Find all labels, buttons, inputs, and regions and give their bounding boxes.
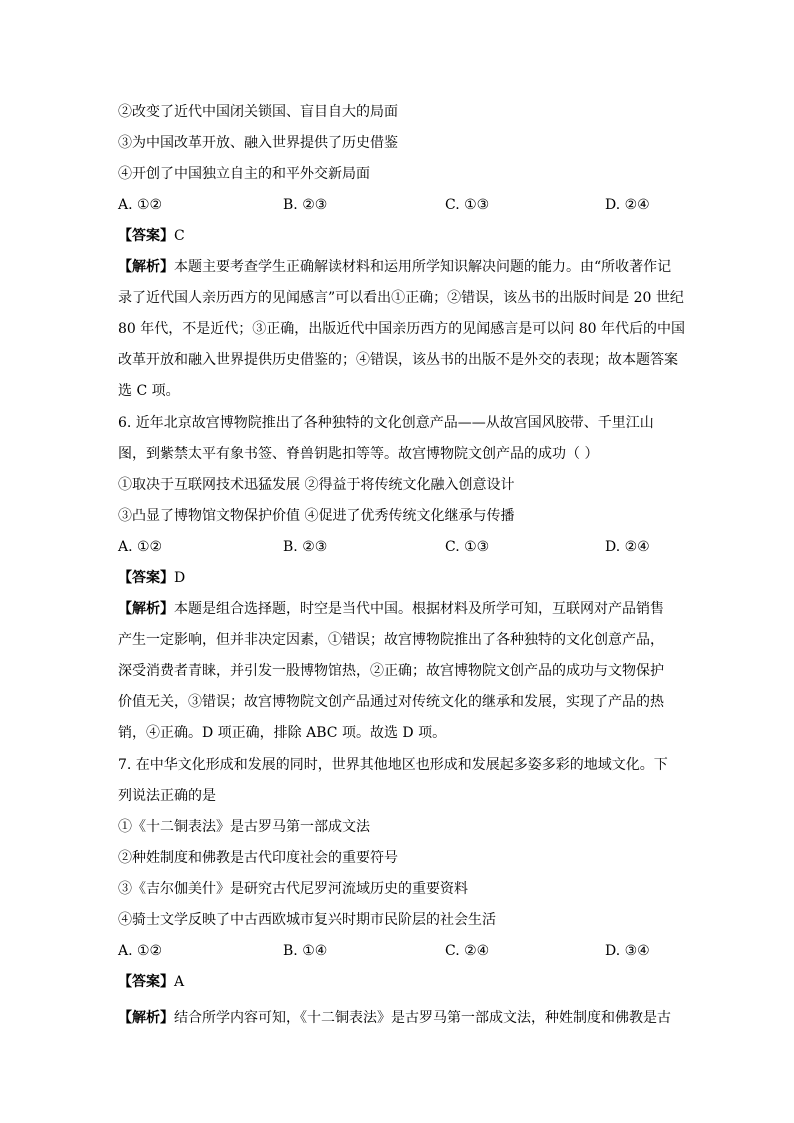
q6-option-d: D. ②④ — [605, 539, 650, 555]
q6-option-c: C. ①③ — [445, 539, 490, 555]
q6-items-line-2: ③凸显了博物馆文物保护价值 ④促进了优秀传统文化继承与传播 — [118, 508, 515, 524]
q6-analysis-line-2: 产生一定影响，但并非决定因素，①错误；故宫博物院推出了各种独特的文化创意产品， — [118, 632, 664, 648]
q5-answer — [118, 226, 678, 246]
q5-analysis-line-3: 80 年代，不是近代；③正确，出版近代中国亲历西方的见闻感言是可以问 80 年代后的中国 — [118, 321, 685, 337]
q5-options — [118, 195, 678, 215]
q7-analysis-line-1 — [118, 1008, 678, 1028]
q7-options — [118, 941, 678, 961]
q7-option-d: D. ③④ — [605, 943, 650, 959]
analysis-text: 结合所学内容可知，《十二铜表法》是古罗马第一部成文法，种姓制度和佛教是古 — [174, 1010, 671, 1026]
q6-analysis-line-5: 销，④正确。D 项正确，排除 ABC 项。故选 D 项。 — [118, 725, 447, 741]
q5-option-c: C. ①③ — [445, 197, 490, 213]
q5-analysis-line-2: 录了近代国人亲历西方的见闻感言”可以看出①正确；②错误，该丛书的出版时间是 20 世纪 — [118, 290, 684, 306]
q7-option-c: C. ②④ — [445, 943, 490, 959]
answer-value: D — [174, 570, 186, 586]
q5-item-3: ③为中国改革开放、融入世界提供了历史借鉴 — [118, 135, 398, 151]
q6-analysis-line-3: 深受消费者青睐，并引发一股博物馆热，②正确；故宫博物院文创产品的成功与文物保护 — [118, 663, 664, 679]
q6-analysis-line-4: 价值无关，③错误；故宫博物院文创产品通过对传统文化的继承和发展，实现了产品的热 — [118, 694, 664, 710]
answer-tag: 【答案】 — [118, 228, 174, 244]
q7-option-b: B. ①④ — [283, 943, 328, 959]
q5-item-4: ④开创了中国独立自主的和平外交新局面 — [118, 166, 370, 182]
q6-option-b: B. ②③ — [283, 539, 328, 555]
q6-stem-line-2: 图，到紫禁太平有象书签、脊兽钥匙扣等等。故宫博物院文创产品的成功（ ） — [118, 446, 599, 462]
q5-option-a: A. ①② — [118, 197, 163, 213]
answer-value: A — [174, 974, 185, 990]
q6-answer — [118, 568, 678, 588]
analysis-text: 本题是组合选择题，时空是当代中国。根据材料及所学可知，互联网对产品销售 — [174, 601, 664, 617]
q5-option-b: B. ②③ — [283, 197, 328, 213]
q7-option-a: A. ①② — [118, 943, 163, 959]
analysis-tag: 【解析】 — [118, 1010, 174, 1026]
q6-items-line-1: ①取决于互联网技术迅猛发展 ②得益于将传统文化融入创意设计 — [118, 477, 515, 493]
q7-stem-line-2: 列说法正确的是 — [118, 788, 216, 804]
answer-value: C — [174, 228, 185, 244]
q7-item-1: ①《十二铜表法》是古罗马第一部成文法 — [118, 819, 370, 835]
q5-option-d: D. ②④ — [605, 197, 650, 213]
q7-item-2: ②种姓制度和佛教是古代印度社会的重要符号 — [118, 850, 398, 866]
q7-item-4: ④骑士文学反映了中古西欧城市复兴时期市民阶层的社会生活 — [118, 912, 496, 928]
analysis-tag: 【解析】 — [118, 601, 174, 617]
q6-analysis-line-1 — [118, 599, 678, 619]
q7-stem-line-1: 7. 在中华文化形成和发展的同时，世界其他地区也形成和发展起多姿多彩的地域文化。下 — [118, 757, 668, 773]
q5-item-2: ②改变了近代中国闭关锁国、盲目自大的局面 — [118, 104, 398, 120]
q5-analysis-line-1 — [118, 257, 678, 277]
q5-analysis-line-5: 选 C 项。 — [118, 383, 180, 399]
analysis-text: 本题主要考查学生正确解读材料和运用所学知识解决问题的能力。由“所收著作记 — [174, 259, 672, 275]
q7-item-3: ③《吉尔伽美什》是研究古代尼罗河流域历史的重要资料 — [118, 881, 468, 897]
analysis-tag: 【解析】 — [118, 259, 174, 275]
q6-stem-line-1: 6. 近年北京故宫博物院推出了各种独特的文化创意产品——从故宫国风胶带、千里江山 — [118, 415, 654, 431]
q6-option-a: A. ①② — [118, 539, 163, 555]
answer-tag: 【答案】 — [118, 974, 174, 990]
q7-answer — [118, 972, 678, 992]
q5-analysis-line-4: 改革开放和融入世界提供历史借鉴的；④错误，该丛书的出版不是外交的表现；故本题答案 — [118, 352, 678, 368]
q6-options — [118, 537, 678, 557]
answer-tag: 【答案】 — [118, 570, 174, 586]
